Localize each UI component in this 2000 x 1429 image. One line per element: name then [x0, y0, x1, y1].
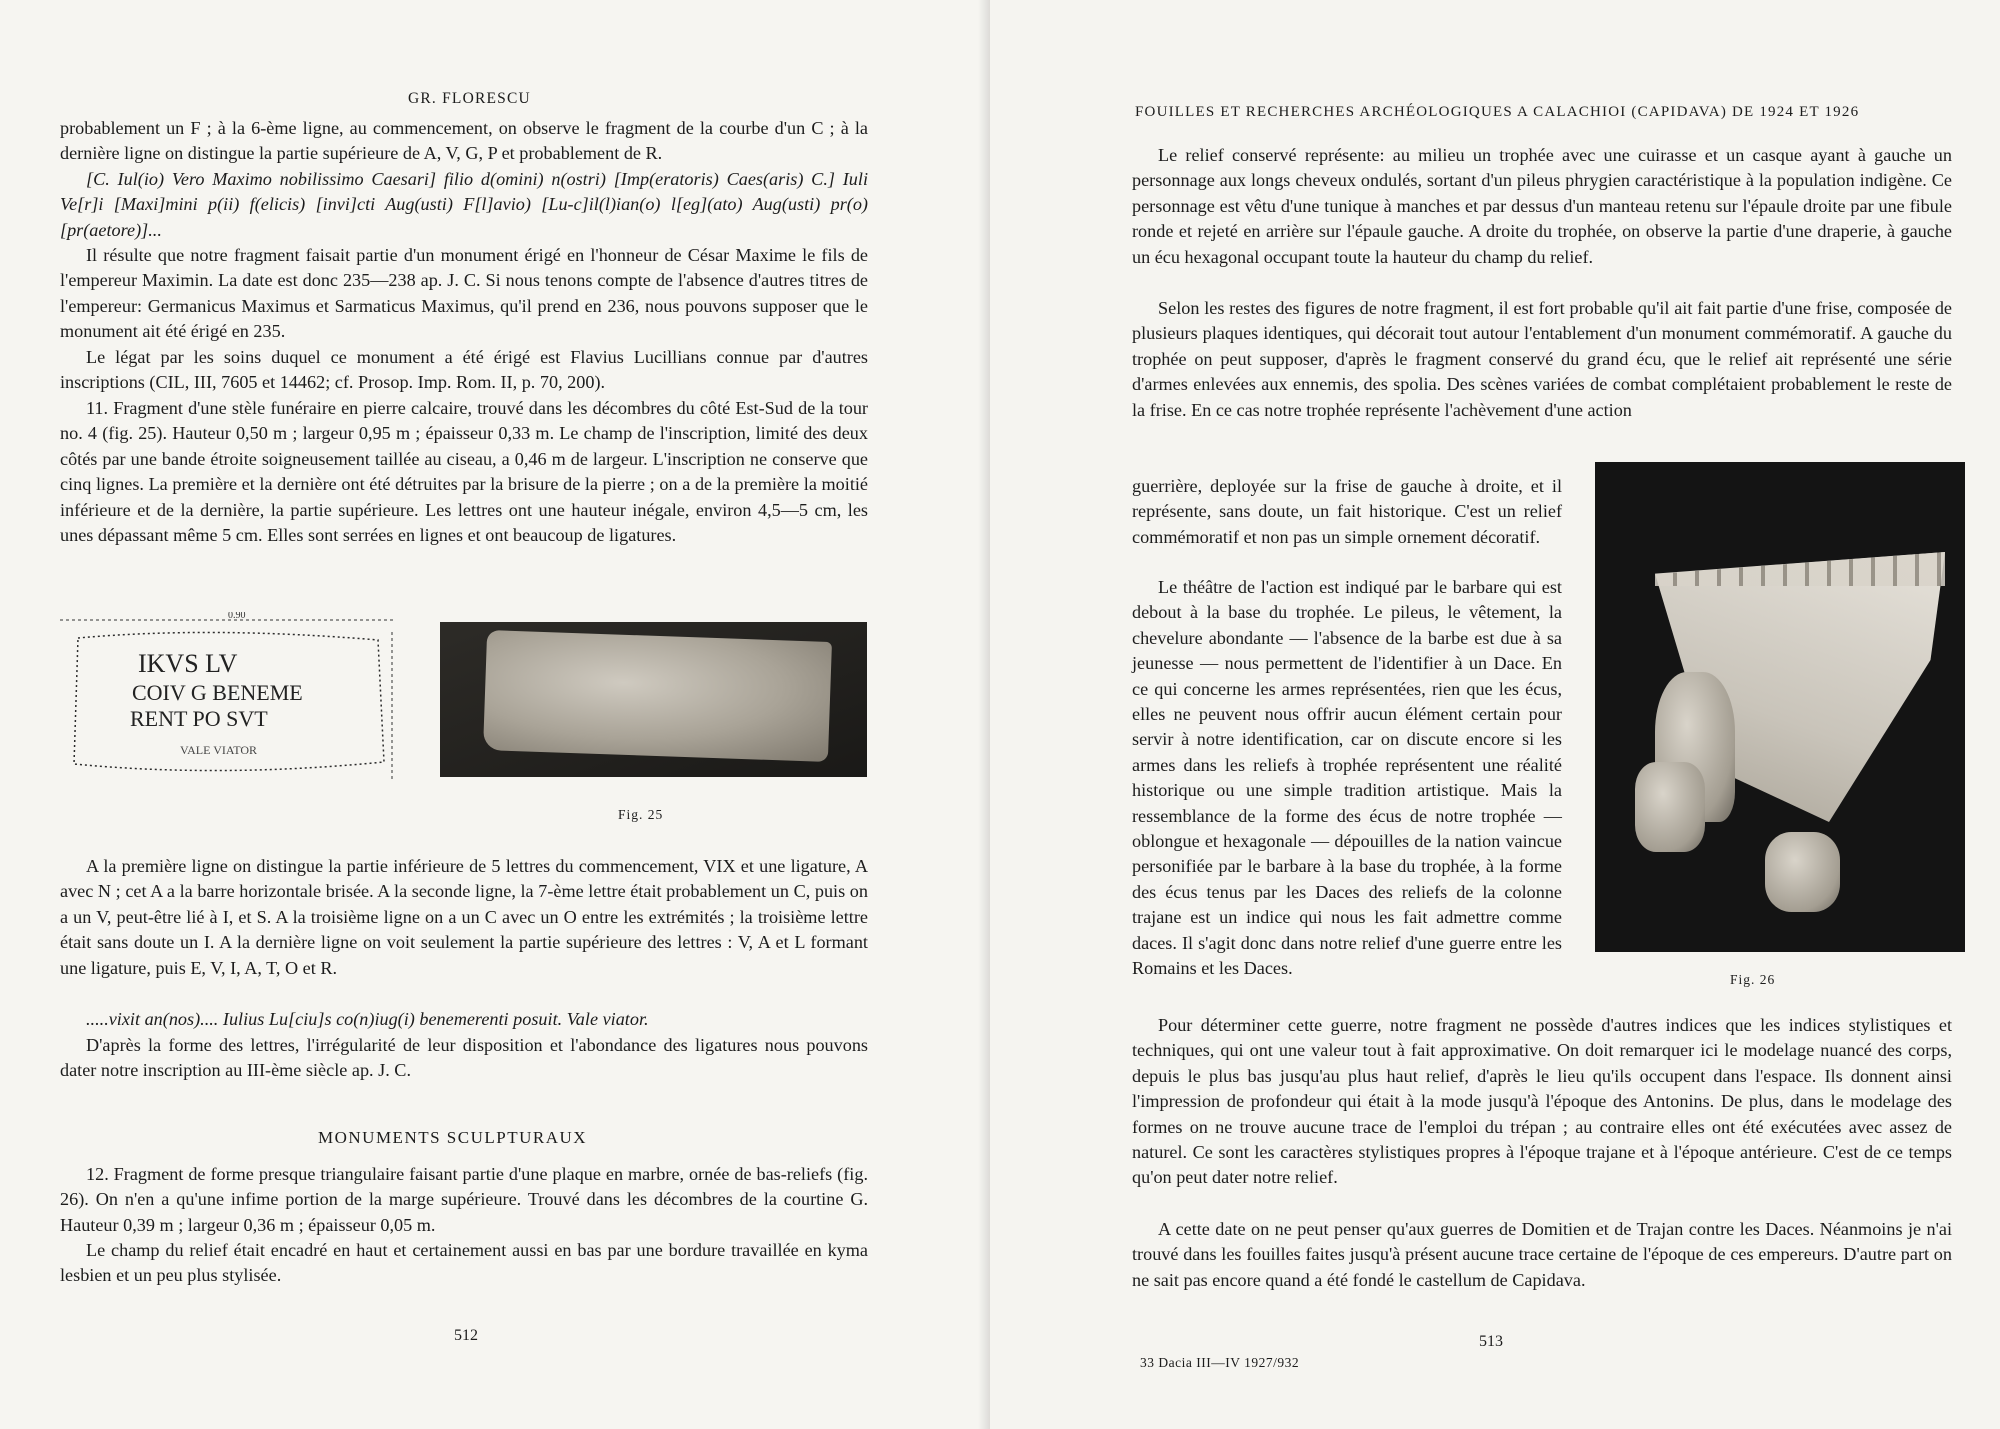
fig25-caption: Fig. 25 — [618, 807, 664, 822]
figure-fragment-3 — [1765, 832, 1840, 912]
right-paragraph-5: Pour déterminer cette guerre, notre fragment ne possède d'autres indices que les indices stylistiques et techniques, qui ont une valeur tout à fait approximative. On doit remarquer ici le modelage nuancé des corps, depuis le plus bas jusqu'au plus haut relief, d'après le lieu qu'ils occupent dans l'espace. Ils donnent ainsi l'impression de profondeur qui était à la mode jusqu'à l'époque des Antonins. De plus, dans le modelage des formes on ne trouve aucune trace de l'emploi du trépan ; au contraire elles ont été exécutées avec assez de naturel. Ce sont les caractères stylistiques propres à l'époque trajane et à l'époque antérieure. C'est de ce temps qu'on peut dater notre relief. — [1132, 1015, 1952, 1188]
drawing-line-4: VALE VIATOR — [180, 743, 258, 757]
right-folio: 513 — [1479, 1333, 1503, 1350]
left-paragraph-8: 12. Fragment de forme presque triangulaire faisant partie d'une plaque en marbre, ornée de bas-reliefs (fig. 26). On n'en a qu'une infime portion de la marge supérieure. Trouvé dans les décombres de la courtine G. Hauteur 0,39 m ; largeur 0,36 m ; épaisseur 0,05 m. — [60, 1164, 868, 1235]
left-paragraph-7: D'après la forme des lettres, l'irrégularité de leur disposition et l'abondance des ligatures nous pouvons dater notre inscription au III-ème siècle ap. J. C. — [60, 1035, 868, 1081]
right-paragraph-3: guerrière, deployée sur la frise de gauche à droite, et il représente, sans doute, un fait historique. C'est un relief commémoratif et non pas un simple ornement décoratif. — [1132, 476, 1562, 547]
fig25-inscription-drawing — [60, 612, 400, 784]
left-page — [0, 0, 990, 1429]
section-title: MONUMENTS SCULPTURAUX — [318, 1128, 588, 1147]
right-paragraph-6: A cette date on ne peut penser qu'aux guerres de Domitien et de Trajan contre les Daces. Néanmoins je n'ai trouvé dans les fouilles faites jusqu'à présent aucune trace certaine de l'époque de ces empereurs. D'autre part on ne sait pas encore quand a été fondé le castellum de Capidava. — [1132, 1219, 1952, 1290]
kyma-border — [1655, 552, 1945, 586]
left-paragraph-1: probablement un F ; à la 6-ème ligne, au commencement, on observe le fragment de la courbe d'un C ; à la dernière ligne on distingue la partie supérieure de A, V, G, P et probablement de R. — [60, 118, 868, 164]
left-paragraph-9: Le champ du relief était encadré en haut et certainement aussi en bas par une bordure travaillée en kyma lesbien et un peu plus stylisée. — [60, 1240, 868, 1286]
drawing-line-1: IKVS LV — [138, 649, 238, 678]
drawing-line-3: RENT PO SVT — [130, 706, 268, 731]
fig26-caption: Fig. 26 — [1730, 972, 1776, 987]
drawing-line-2: COIV G BENEME — [132, 680, 303, 705]
left-running-head: GR. FLORESCU — [408, 90, 531, 107]
footer-note: 33 Dacia III—IV 1927/932 — [1140, 1355, 1300, 1370]
svg-text:0.90: 0.90 — [228, 612, 246, 621]
right-paragraph-1: Le relief conservé représente: au milieu un trophée avec une cuirasse et un casque ayant à gauche un personnage aux longs cheveux ondulés, sortant d'un pileus phrygien caractéristique à la population indigène. Ce personnage est vêtu d'une tunique à manches et par dessus d'un manteau retenu sur l'épaule droite par une fibule ronde et rejeté en arrière sur l'épaule gauche. A droite du trophée, on observe la partie d'une draperie, à gauche un écu hexagonal occupant toute la hauteur du champ du relief. — [1132, 145, 1952, 267]
right-paragraph-4: Le théâtre de l'action est indiqué par le barbare qui est debout à la base du trophée. Le pileus, le vêtement, la chevelure abondante — l'absence de la barbe est due à sa jeunesse — nous permettent de l'identifier à un Dace. En ce qui concerne les armes représentées, rien que les écus, elles ne peuvent nous offrir aucun élément certain pour servir à notre identification, car on discute encore si les armes dans les reliefs à trophée représentent une réalité historique ou une simple tradition artistique. Mais la ressemblance de la forme des écus de notre trophée — oblongue et hexagonale — dépouilles de la nation vaincue personifiée par le barbare à la base du trophée, à la forme des écus tenus par les Daces des reliefs de la colonne trajane est un indice qui nous les fait admettre comme daces. Il s'agit donc dans notre relief d'une guerre entre les Romains et les Daces. — [1132, 577, 1562, 979]
left-folio: 512 — [454, 1327, 478, 1344]
left-restitution: [C. Iul(io) Vero Maximo nobilissimo Caesari] filio d(omini) n(ostri) [Imp(eratoris) Caes(aris) C.] Iuli Ve[r]i [Maxi]mini p(ii) f(elicis) [invi]cti Aug(usti) F[l]avio) [Lu-c]il(l)ian(o) l[eg](ato) Aug(usti) pr(o) [pr(aetore)]... — [60, 169, 868, 240]
fig25-stone-photo — [440, 622, 867, 777]
right-running-head: FOUILLES ET RECHERCHES ARCHÉOLOGIQUES A CALACHIOI (CAPIDAVA) DE 1924 ET 1926 — [1135, 104, 1860, 120]
left-paragraph-3: Il résulte que notre fragment faisait partie d'un monument érigé en l'honneur de César Maxime le fils de l'empereur Maximin. La date est donc 235—238 ap. J. C. Si nous tenons compte de l'absence d'autres titres de l'empereur: Germanicus Maximus et Sarmaticus Maximus, qu'il prend en 236, nous pouvons supposer que le monument ait été érigé en 235. — [60, 245, 868, 342]
stele-fragment — [483, 630, 832, 762]
left-paragraph-6: A la première ligne on distingue la partie inférieure de 5 lettres du commencement, VIX et une ligature, A avec N ; cet A a la barre horizontale brisée. A la seconde ligne, la 7-ème lettre était probablement un C, puis on a un V, peut-être lié à I, et S. A la troisième ligne on a un C avec un O entre les extrémités ; la troisième lettre était sans doute un I. A la dernière ligne on voit seulement la partie supérieure des lettres : V, A et L formant une ligature, puis E, V, I, A, T, O et R. — [60, 856, 868, 978]
left-paragraph-4: Le légat par les soins duquel ce monument a été érigé est Flavius Lucillians connue par d'autres inscriptions (CIL, III, 7605 et 14462; cf. Prosop. Imp. Rom. II, p. 70, 200). — [60, 347, 868, 393]
fig26-relief-photo — [1595, 462, 1965, 952]
left-paragraph-5: 11. Fragment d'une stèle funéraire en pierre calcaire, trouvé dans les décombres du côté Est-Sud de la tour no. 4 (fig. 25). Hauteur 0,50 m ; largeur 0,95 m ; épaisseur 0,33 m. Le champ de l'inscription, limité des deux côtés par une bande étroite soigneusement taillée au ciseau, a 0,46 m de largeur. L'inscription ne conserve que cinq lignes. La première et la dernière ont été détruites par la brisure de la pierre ; on a de la première la moitié inférieure et de la dernière, la partie supérieure. Les lettres ont une hauteur inégale, environ 4,5—5 cm, les unes dépassant même 5 cm. Elles sont serrées en lignes et ont beaucoup de ligatures. — [60, 398, 868, 546]
right-paragraph-2: Selon les restes des figures de notre fragment, il est fort probable qu'il ait fait partie d'une frise, composée de plusieurs plaques identiques, qui décorait tout autour l'entablement d'un monument commémoratif. A gauche du trophée on peut supposer, d'après le fragment conservé du grand écu, que le relief ait représenté une série d'armes enlevées aux ennemis, des spolia. Des scènes variées de combat complétaient probablement le reste de la frise. En ce cas notre trophée représente l'achèvement d'une action — [1132, 298, 1952, 420]
figure-fragment-2 — [1635, 762, 1705, 852]
left-restitution-2: .....vixit an(nos).... Iulius Lu[ciu]s co(n)iug(i) benemerenti posuit. Vale viator. — [86, 1009, 649, 1029]
